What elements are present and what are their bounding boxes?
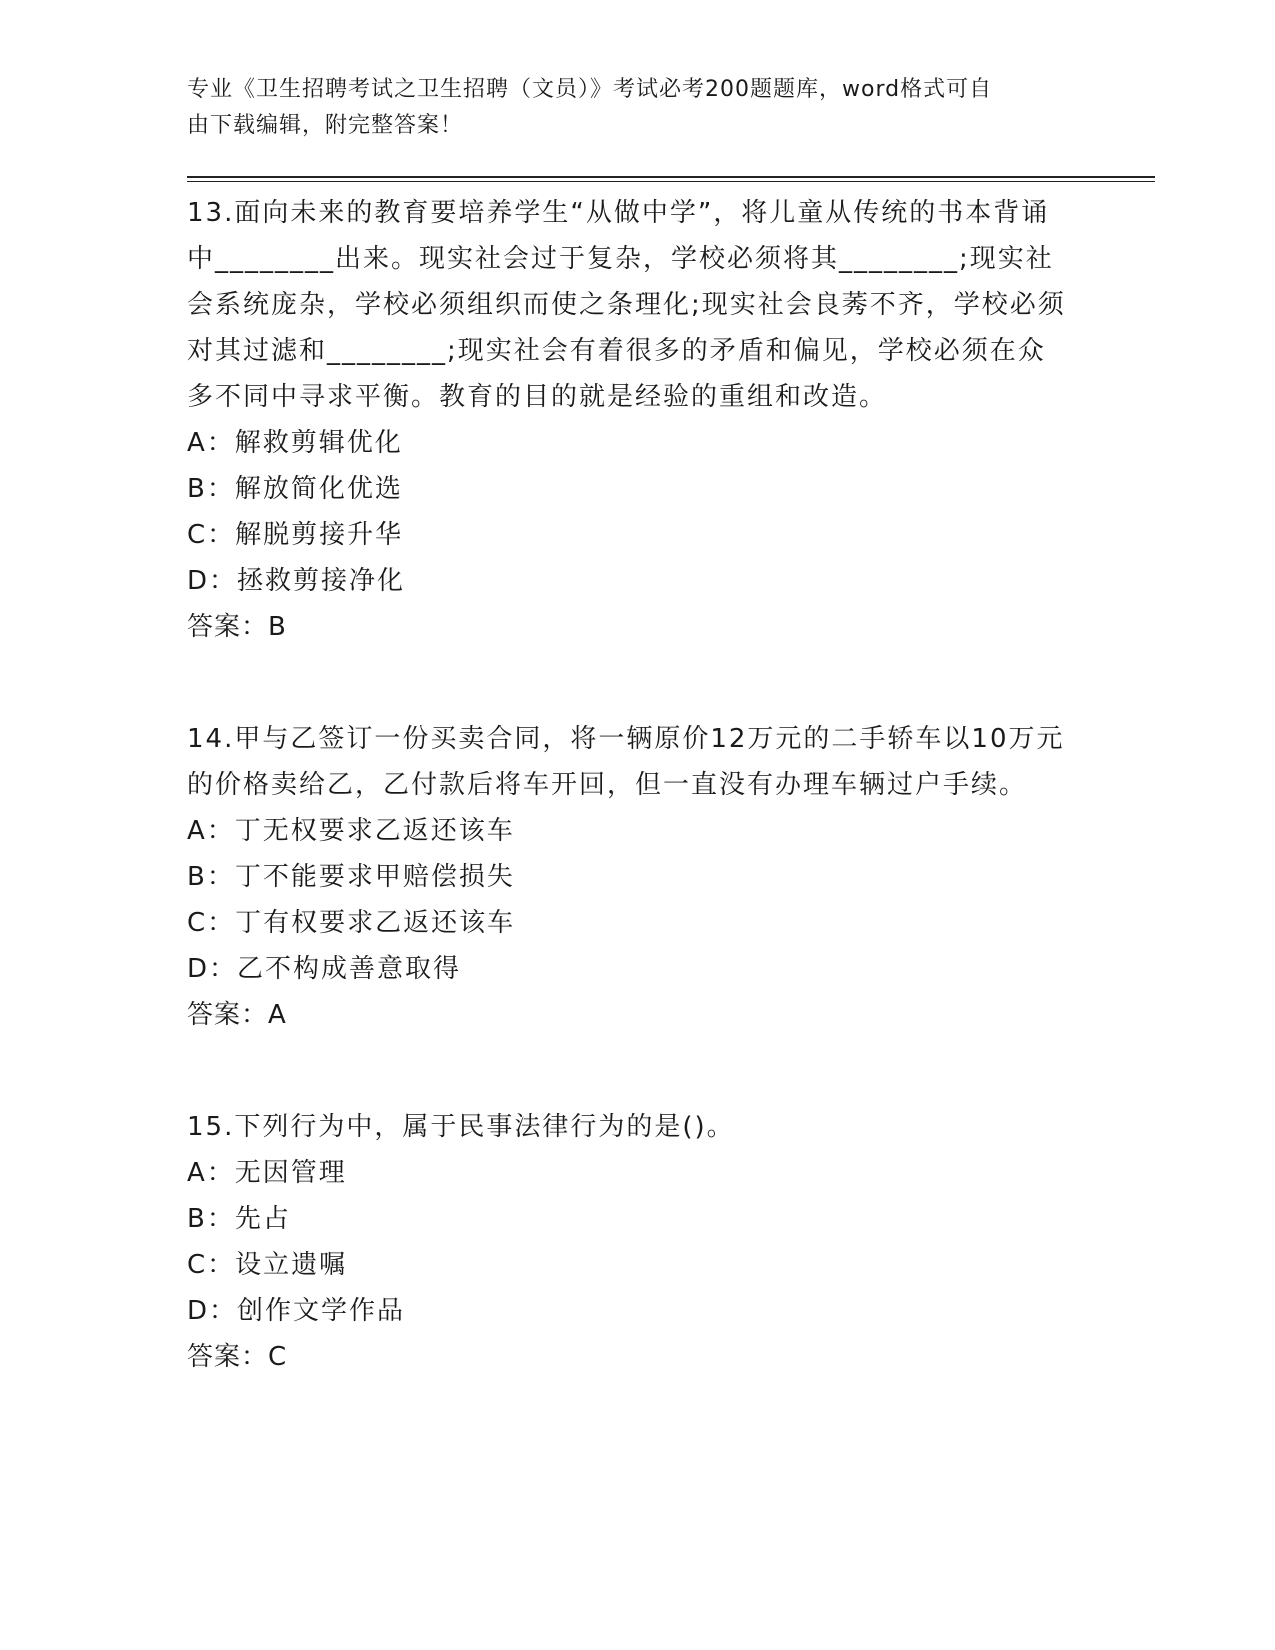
- option-d: D：拯救剪接净化: [187, 566, 406, 596]
- question-stem: 13.面向未来的教育要培养学生“从做中学”，将儿童从传统的书本背诵中________出来。现实社会过于复杂，学校必须将其________;现实社会系统庞杂，学校必须组织而使之条理化;现实社会良莠不齐，学校必须对其过滤和________;现实社会有着很多的矛盾和偏见，学校必须在众多不同中寻求平衡。教育的目的就是经验的重组和改造。: [187, 198, 1066, 412]
- answer-line: 答案：B: [187, 612, 287, 642]
- question-stem: 14.甲与乙签订一份买卖合同，将一辆原价12万元的二手轿车以10万元的价格卖给乙，乙付款后将车开回，但一直没有办理车辆过户手续。: [187, 724, 1065, 800]
- answer-line: 答案：A: [187, 1000, 287, 1030]
- question-14: [187, 716, 1087, 1038]
- option-a: A：解救剪辑优化: [187, 428, 403, 458]
- option-a: A：无因管理: [187, 1158, 347, 1188]
- answer-line: 答案：C: [187, 1342, 288, 1372]
- option-b: B：先占: [187, 1204, 291, 1234]
- option-a: A：丁无权要求乙返还该车: [187, 816, 515, 846]
- option-b: B：丁不能要求甲赔偿损失: [187, 862, 515, 892]
- document-header: [187, 72, 1067, 144]
- option-d: D：创作文学作品: [187, 1296, 406, 1326]
- option-c: C：丁有权要求乙返还该车: [187, 908, 516, 938]
- question-13: [187, 190, 1087, 650]
- question-list: [187, 190, 1087, 1380]
- question-15: [187, 1104, 1087, 1380]
- header-divider-thin: [187, 181, 1155, 182]
- option-c: C：设立遗嘱: [187, 1250, 348, 1280]
- header-line-2: 由下载编辑，附完整答案！: [187, 113, 464, 138]
- header-line-1: 专业《卫生招聘考试之卫生招聘（文员）》考试必考200题题库，word格式可自: [187, 77, 993, 102]
- question-spacer: [187, 1038, 1087, 1104]
- option-d: D：乙不构成善意取得: [187, 954, 462, 984]
- question-stem: 15.下列行为中，属于民事法律行为的是()。: [187, 1112, 735, 1142]
- option-c: C：解脱剪接升华: [187, 520, 404, 550]
- option-b: B：解放简化优选: [187, 474, 403, 504]
- question-spacer: [187, 650, 1087, 716]
- header-divider-thick: [187, 176, 1155, 178]
